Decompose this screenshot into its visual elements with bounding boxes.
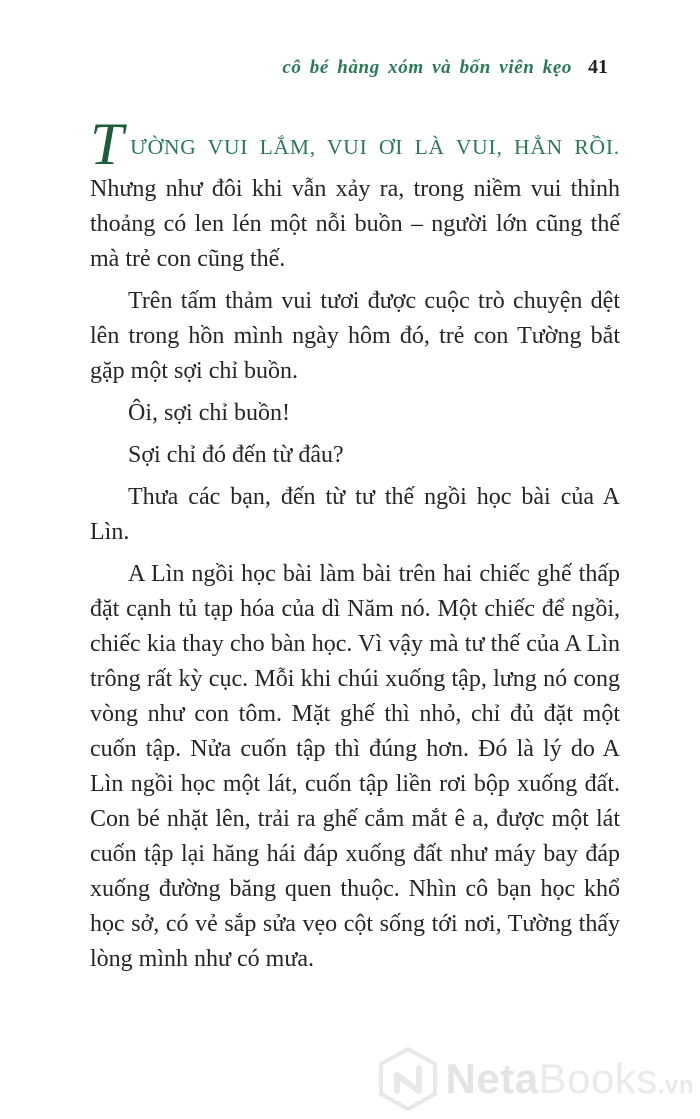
watermark-text xyxy=(445,1055,694,1102)
watermark-brand-neta: Neta xyxy=(445,1055,539,1102)
netabooks-hexagon-n-icon xyxy=(376,1047,440,1111)
body-paragraph: Trên tấm thảm vui tươi được cuộc trò chuyện dệt lên trong hồn mình ngày hôm đó, trẻ con Tường bắt gặp một sợi chỉ buồn. xyxy=(90,288,620,384)
body-paragraph: Ôi, sợi chỉ buồn! xyxy=(128,400,291,426)
body-paragraph: Sợi chỉ đó đến từ đâu? xyxy=(128,442,344,468)
opening-paragraph-rest: Nhưng như đôi khi vẫn xảy ra, trong niềm vui thỉnh thoảng có len lén một nỗi buồn – người lớn cũng thế mà trẻ con cũng thế. xyxy=(90,176,620,272)
watermark-tld: .vn xyxy=(657,1072,694,1099)
page-number: 41 xyxy=(588,56,608,78)
watermark xyxy=(376,1047,694,1111)
opening-line xyxy=(90,124,620,172)
running-title: cô bé hàng xóm và bốn viên kẹo xyxy=(282,57,572,78)
text-block xyxy=(90,124,620,984)
watermark-brand-books: Books xyxy=(538,1055,658,1102)
page-header xyxy=(90,56,608,79)
opening-caps-text: ƯỜNG VUI LẮM, VUI ƠI LÀ VUI, HẲN RỒI. xyxy=(130,135,620,159)
body-paragraph: Thưa các bạn, đến từ tư thế ngồi học bài của A Lìn. xyxy=(90,484,620,545)
body-paragraph: A Lìn ngồi học bài làm bài trên hai chiếc ghế thấp đặt cạnh tủ tạp hóa của dì Năm nó. Một chiếc để ngồi, chiếc kia thay cho bàn học. Vì vậy mà tư thế của A Lìn trông rất kỳ cục. Mỗi khi chúi xuống tập, lưng nó cong vòng như con tôm. Mặt ghế thì nhỏ, chỉ đủ đặt một cuốn tập. Nửa cuốn tập thì đúng hơn. Đó là lý do A Lìn ngồi học một lát, cuốn tập liền rơi bộp xuống đất. Con bé nhặt lên, trải ra ghế cắm mắt ê a, được một lát cuốn tập lại hăng hái đáp xuống đất như máy bay đáp xuống đường băng quen thuộc. Nhìn cô bạn học khổ học sở, có vẻ sắp sửa vẹo cột sống tới nơi, Tường thấy lòng mình như có mưa. xyxy=(90,561,620,972)
paragraph-list xyxy=(90,284,620,977)
drop-cap: T xyxy=(90,124,125,172)
